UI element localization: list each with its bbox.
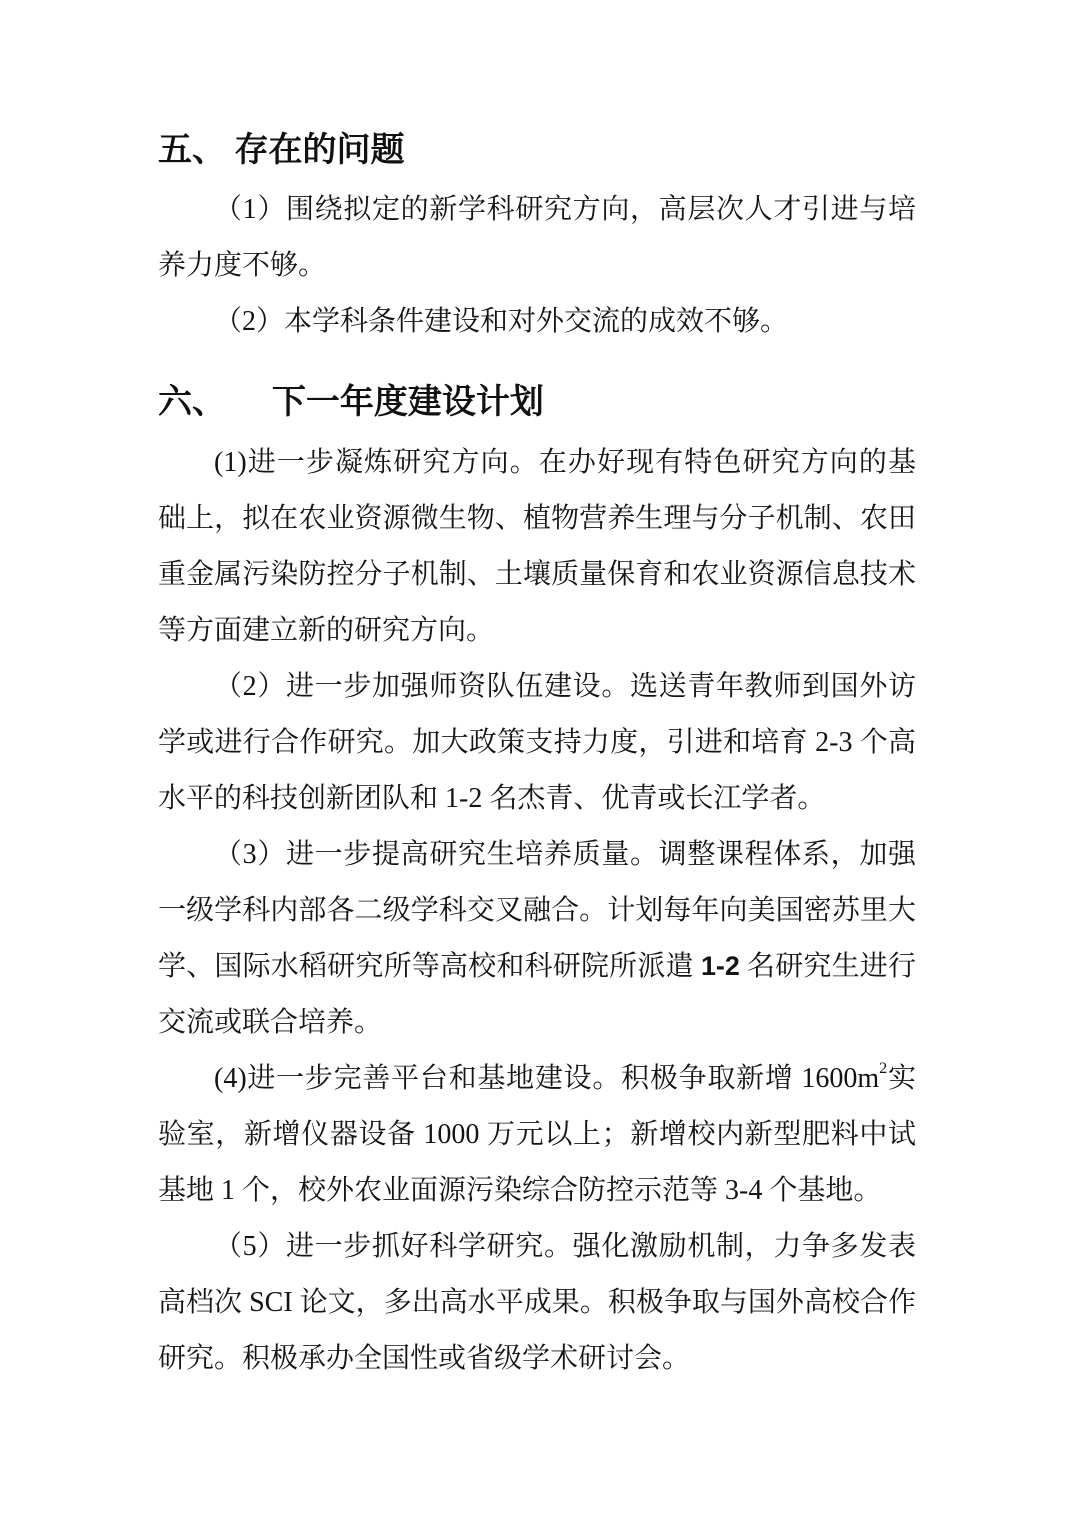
paragraph bbox=[158, 827, 916, 1051]
paragraph bbox=[158, 659, 916, 827]
paragraph: (4)进一步完善平台和基地建设。积极争取新增 1600m2实验室，新增仪器设备 1000 万元以上；新增校内新型肥料中试基地 1 个，校外农业面源污染综合防控示范等 3-4 个基地。 bbox=[158, 1058, 916, 1206]
paragraph bbox=[158, 435, 916, 659]
heading-title: 下一年度建设计划 bbox=[271, 384, 544, 422]
paragraph bbox=[158, 1219, 916, 1387]
text-segment: （3）进一步提高研究生培养质量。调整课程体系，加强一级学科内部各二级学科交叉融合。计划每年向美国密苏里大学、国际水稻研究所等高校和科研院所派遣 bbox=[158, 838, 916, 982]
text-segment: 名研究生进行交流或联合培养。 bbox=[158, 950, 916, 1038]
text-segment: 实验室，新增仪器设备 1000 万元以上；新增校内新型肥料中试基地 1 个，校外农业面源污染综合防控示范等 3-4 个基地。 bbox=[158, 1062, 916, 1206]
text-segment: (4)进一步完善平台和基地建设。积极争取新增 1600m bbox=[214, 1062, 880, 1094]
text-segment: （2）进一步加强师资队伍建设。选送青年教师到国外访学或进行合作研究。加大政策支持力度，引进和培育 2-3 个高水平的科技创新团队和 1-2 名杰青、优青或长江学者。 bbox=[158, 670, 916, 814]
paragraph bbox=[158, 294, 916, 350]
heading-number: 五、 bbox=[158, 132, 226, 169]
paragraph bbox=[158, 182, 916, 294]
heading-title: 存在的问题 bbox=[234, 132, 405, 169]
section-6-body bbox=[158, 435, 916, 1387]
text-segment: （2）本学科条件建设和对外交流的成效不够。 bbox=[214, 306, 789, 338]
text-segment: （1）围绕拟定的新学科研究方向，高层次人才引进与培养力度不够。 bbox=[158, 194, 916, 282]
text-segment: （5）进一步抓好科学研究。强化激励机制，力争多发表高档次 SCI 论文，多出高水平成果。积极争取与国外高校合作研究。积极承办全国性或省级学术研讨会。 bbox=[158, 1230, 916, 1374]
text-segment: (1)进一步凝炼研究方向。在办好现有特色研究方向的基础上，拟在农业资源微生物、植物营养生理与分子机制、农田重金属污染防控分子机制、土壤质量保育和农业资源信息技术等方面建立新的研究方向。 bbox=[158, 446, 916, 646]
section-heading-6 bbox=[158, 378, 916, 427]
section-5-body bbox=[158, 182, 916, 350]
text-segment-bold: 1-2 bbox=[700, 950, 740, 981]
section-heading-5 bbox=[158, 126, 916, 175]
heading-number: 六、 bbox=[158, 384, 226, 422]
